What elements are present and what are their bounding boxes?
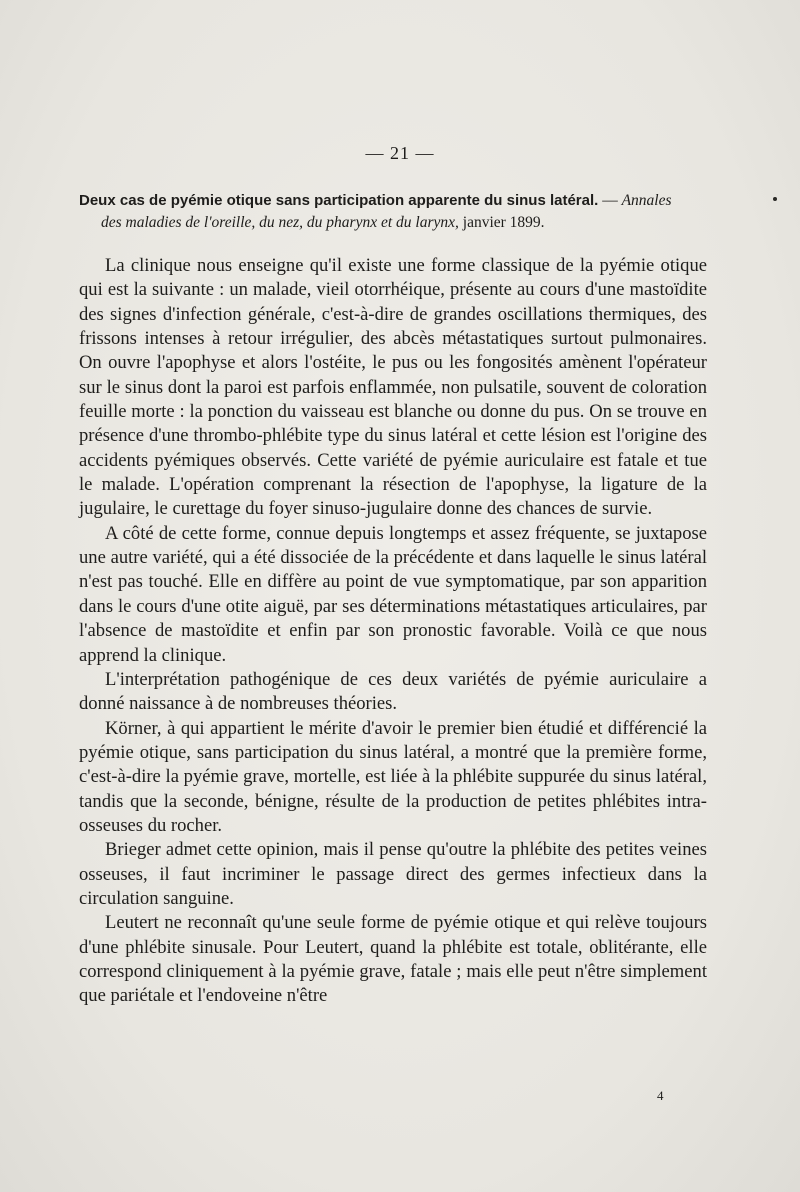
citation-source-start: Annales — [621, 192, 672, 209]
citation-dash: — — [602, 192, 618, 209]
ink-speck — [773, 197, 777, 201]
paragraph-4: Körner, à qui appartient le mérite d'avoir le premier bien étudié et différencié la pyémie otique, sans participation du sinus latéral, a montré que la première forme, c'est-à-dire la pyémie grave, mortelle, est liée à la phlébite suppurée du sinus latéral, tandis que la seconde, bénigne, résulte de la production de petites phlébites intra-osseuses du rocher. — [79, 717, 707, 836]
citation-date: janvier 1899. — [462, 214, 545, 231]
body-text — [79, 254, 707, 1009]
paragraph-6: Leutert ne reconnaît qu'une seule forme de pyémie otique et qui relève toujours d'une phlébite sinusale. Pour Leutert, quand la phlébite est totale, oblitérante, elle correspond cliniquement à la pyémie grave, fatale ; mais elle peut n'être simplement que pariétale et l'endoveine n'être — [79, 912, 707, 1007]
signature-mark: 4 — [657, 1088, 664, 1103]
paragraph-5: Brieger admet cette opinion, mais il pense qu'outre la phlébite des petites veines osseuses, il faut incriminer le passage direct des germes infectieux dans la circulation sanguine. — [79, 839, 707, 909]
paragraph-1: La clinique nous enseigne qu'il existe une forme classique de la pyémie otique qui est la suivante : un malade, vieil otorrhéique, présente au cours d'une mastoïdite des signes d'infection générale, c'est-à-dire de grandes oscillations thermiques, des frissons intenses à retour irrégulier, des abcès métastatiques surtout pulmonaires. On ouvre l'apophyse et alors l'ostéite, le pus ou les fongosités amènent l'opérateur sur le sinus dont la paroi est parfois enflammée, non pulsatile, souvent de coloration feuille morte : la ponction du vaisseau est blanche ou donne du pus. On se trouve en présence d'une thrombo-phlébite type du sinus latéral et cette lésion est l'origine des accidents pyémiques observés. Cette variété de pyémie auriculaire est fatale et tue le malade. L'opération comprenant la résection de l'apophyse, la ligature de la jugulaire, le curettage du foyer sinuso-jugulaire donne des chances de survie. — [79, 255, 707, 520]
citation-title: Deux cas de pyémie otique sans participation apparente du sinus latéral. — [79, 192, 599, 209]
page-number: — 21 — — [365, 143, 435, 163]
paragraph-2: A côté de cette forme, connue depuis longtemps et assez fréquente, se juxtapose une autre variété, qui a été dissociée de la précédente et dans laquelle le sinus latéral n'est pas touché. Elle en diffère au point de vue symptomatique, par son apparition dans le cours d'une otite aiguë, par ses déterminations métastatiques articulaires, par l'absence de mastoïdite et enfin par son pronostic favorable. Voilà ce que nous apprend la clinique. — [79, 522, 707, 666]
paragraph-3: L'interprétation pathogénique de ces deux variétés de pyémie auriculaire a donné naissance à de nombreuses théories. — [79, 668, 707, 715]
citation-line-2 — [79, 212, 739, 234]
bibliographic-citation — [79, 190, 739, 234]
citation-source-rest: des maladies de l'oreille, du nez, du pharynx et du larynx, — [101, 214, 459, 231]
